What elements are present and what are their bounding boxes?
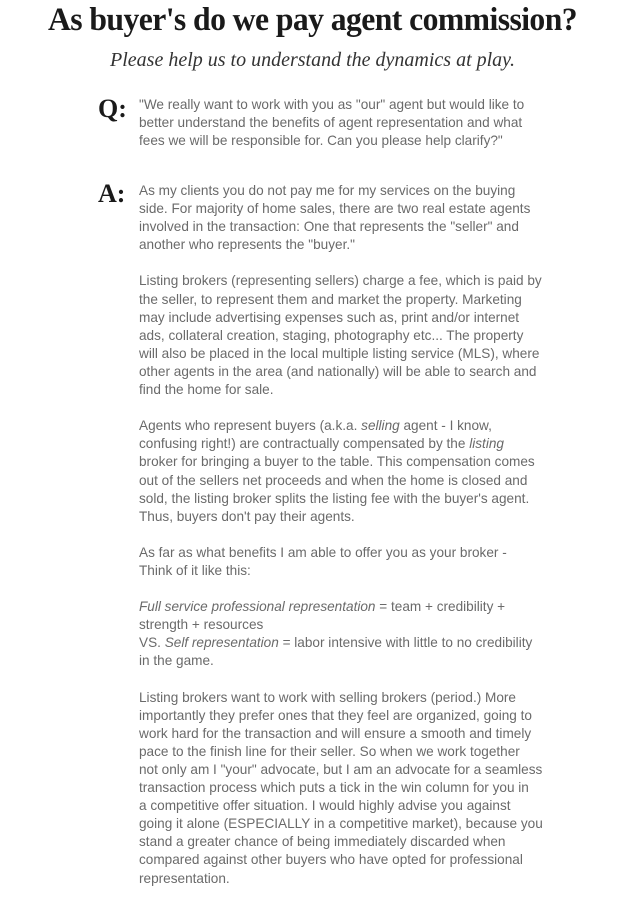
answer-paragraph — [139, 544, 559, 580]
answer-line — [139, 851, 559, 869]
text-segment: pace to the finish line for their seller. So when we work together — [139, 743, 520, 759]
text-segment: broker for bringing a buyer to the table. This compensation comes — [139, 454, 535, 470]
text-segment: involved in the transaction: One that represents the "seller" and — [139, 219, 519, 235]
text-segment: strength + resources — [139, 617, 264, 633]
answer-line — [139, 363, 559, 381]
answer-line — [139, 508, 559, 526]
question-line: "We really want to work with you as "our" agent but would like to — [139, 97, 525, 112]
answer-line — [139, 815, 559, 833]
answer-line — [139, 200, 559, 218]
text-segment: ads, collateral creation, staging, photography etc... The property — [139, 327, 524, 343]
answer-paragraph — [139, 689, 559, 888]
paragraph-gap — [139, 254, 559, 272]
answer-line — [139, 381, 559, 399]
answer-line — [139, 761, 559, 779]
text-segment: work hard for the transaction and will ensure a smooth and timely — [139, 725, 532, 741]
answer-paragraph — [139, 598, 559, 670]
answer-line — [139, 218, 559, 236]
paragraph-gap — [139, 671, 559, 689]
page-title: As buyer's do we pay agent commission? — [47, 2, 578, 38]
answer-paragraph — [139, 272, 559, 399]
text-segment: = labor intensive with little to no credibility — [278, 635, 533, 651]
answer-line — [139, 309, 559, 327]
question-line: better understand the benefits of agent representation and what — [139, 115, 523, 131]
answer-line — [139, 634, 559, 652]
answer-text — [139, 182, 559, 888]
page-subtitle: Please help us to understand the dynamics at play. — [110, 49, 515, 71]
answer-line — [139, 345, 559, 363]
text-segment: As my clients you do not pay me for my services on the buying — [139, 183, 516, 198]
answer-line — [139, 833, 559, 851]
answer-line — [139, 707, 559, 725]
answer-line — [139, 291, 559, 309]
answer-line — [139, 562, 559, 580]
text-segment: importantly they prefer ones that they feel are organized, going to — [139, 707, 532, 723]
text-segment: may include advertising expenses such as, print and/or internet — [139, 309, 520, 325]
text-segment: other agents in the area (and nationally) will be able to search and — [139, 363, 537, 379]
text-segment: going it alone (ESPECIALLY in a competitive market), because you — [139, 816, 543, 832]
text-segment: confusing right!) are contractually compensated by the — [139, 436, 470, 452]
paragraph-gap — [139, 526, 559, 544]
answer-line — [139, 652, 559, 670]
text-segment: compared against other buyers who have opted for professional — [139, 852, 523, 868]
emphasis-text: Self representation — [164, 635, 279, 651]
answer-paragraph — [139, 182, 559, 254]
answer-line — [139, 797, 559, 815]
answer-line — [139, 779, 559, 797]
text-segment: Agents who represent buyers (a.k.a. — [139, 418, 362, 434]
answer-line — [139, 544, 559, 562]
text-segment: not only am I "your" advocate, but I am an advocate for a seamless — [139, 762, 543, 777]
answer-line — [139, 435, 559, 453]
emphasis-text: listing — [469, 436, 504, 452]
text-segment: sold, the listing broker splits the listing fee with the buyer's agent. — [139, 490, 530, 506]
answer-line — [139, 743, 559, 761]
answer-line — [139, 689, 559, 707]
answer-paragraph — [139, 417, 559, 526]
text-segment: out of the sellers net proceeds and when the home is closed and — [139, 472, 528, 488]
answer-marker: A: — [98, 179, 126, 208]
paragraph-gap — [139, 580, 559, 598]
text-segment: find the home for sale. — [139, 382, 274, 398]
text-segment: will also be placed in the local multiple listing service (MLS), where — [139, 345, 540, 361]
text-segment: VS. — [139, 635, 165, 651]
text-segment: As far as what benefits I am able to offer you as your broker - — [139, 544, 507, 560]
answer-line — [139, 236, 559, 254]
question-text — [139, 96, 559, 150]
text-segment: representation. — [139, 870, 230, 886]
question-marker: Q: — [98, 94, 127, 123]
text-segment: Think of it like this: — [139, 562, 251, 578]
text-segment: side. For majority of home sales, there are two real estate agents — [139, 201, 531, 217]
text-segment: agent - I know, — [399, 418, 492, 434]
answer-line — [139, 725, 559, 743]
text-segment: transaction process which puts a tick in the win column for you in — [139, 780, 529, 796]
emphasis-text: selling — [361, 418, 400, 434]
answer-line — [139, 272, 559, 290]
text-segment: a competitive offer situation. I would highly advise you against — [139, 798, 511, 814]
text-segment: stand a greater chance of being immediately discarded when — [139, 834, 506, 850]
text-segment: another who represents the "buyer." — [139, 237, 355, 253]
paragraph-gap — [139, 399, 559, 417]
answer-line — [139, 598, 559, 616]
answer-line — [139, 453, 559, 471]
answer-line — [139, 417, 559, 435]
question-line: fees we will be responsible for. Can you please help clarify?" — [139, 133, 503, 149]
text-segment: Listing brokers (representing sellers) charge a fee, which is paid by — [139, 273, 542, 289]
text-segment: in the game. — [139, 653, 214, 669]
text-segment: the seller, to represent them and market the property. Marketing — [139, 291, 522, 307]
answer-line — [139, 327, 559, 345]
text-segment: = team + credibility + — [375, 599, 506, 615]
text-segment: Listing brokers want to work with selling brokers (period.) More — [139, 689, 516, 705]
answer-line — [139, 182, 559, 200]
answer-line — [139, 472, 559, 490]
answer-line — [139, 870, 559, 888]
text-segment: Thus, buyers don't pay their agents. — [139, 508, 355, 524]
answer-line — [139, 616, 559, 634]
emphasis-text: Full service professional representation — [139, 599, 376, 615]
answer-line — [139, 490, 559, 508]
